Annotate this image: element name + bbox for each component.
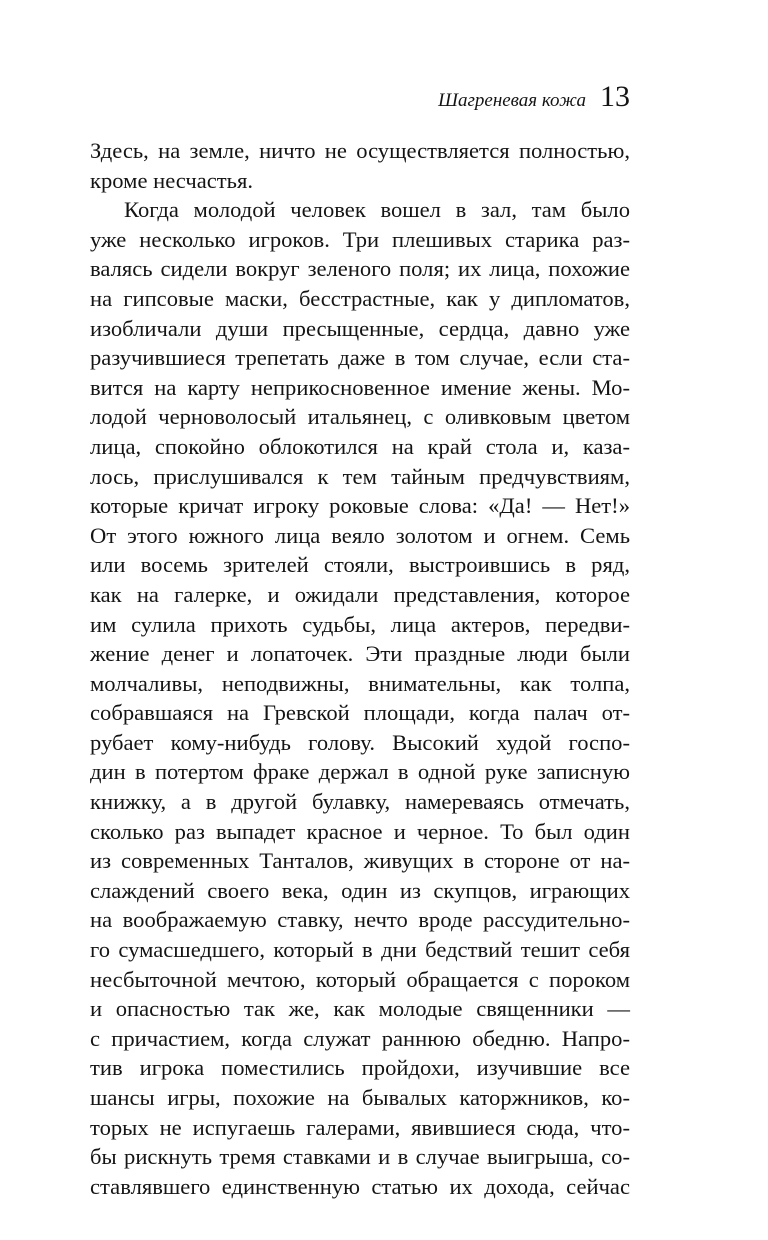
- text-line: жение денег и лопаточек. Эти праздные люди были: [90, 641, 630, 667]
- text-line: валясь сидели вокруг зеленого поля; их лица, похожие: [90, 256, 630, 282]
- text-line: торых не испугаешь галерами, явившиеся сюда, что-: [90, 1114, 630, 1140]
- body-text: [90, 136, 630, 1201]
- text-line: изобличали души пресыщенные, сердца, давно уже: [90, 315, 630, 341]
- text-line: собравшаяся на Гревской площади, когда палач от-: [90, 700, 630, 726]
- text-line: или восемь зрителей стояли, выстроившись в ряд,: [90, 552, 630, 578]
- text-line: на гипсовые маски, бесстрастные, как у дипломатов,: [90, 285, 630, 311]
- text-line: ставлявшего единственную статью их дохода, сейчас: [90, 1173, 630, 1199]
- text-line: тив игрока поместились пройдохи, изучившие все: [90, 1055, 630, 1081]
- text-line: разучившиеся трепетать даже в том случае, если ста-: [90, 345, 630, 371]
- text-line: бы рискнуть тремя ставками и в случае выигрыша, со-: [90, 1144, 630, 1170]
- text-line: слаждений своего века, один из скупцов, играющих: [90, 877, 630, 903]
- page-header: [438, 82, 630, 112]
- text-line: несбыточной мечтою, который обращается с пороком: [90, 966, 630, 992]
- text-line: шансы игры, похожие на бывалых каторжников, ко-: [90, 1085, 630, 1110]
- text-line: вится на карту неприкосновенное имение жены. Мо-: [90, 374, 630, 400]
- text-line: От этого южного лица веяло золотом и огнем. Семь: [90, 522, 630, 548]
- text-line: с причастием, когда служат раннюю обедню. Напро-: [90, 1025, 630, 1051]
- text-line: и опасностью так же, как молодые священники —: [90, 996, 630, 1022]
- text-line: Когда молодой человек вошел в зал, там было: [124, 197, 630, 223]
- text-line: как на галерке, и ожидали представления, которое: [90, 581, 630, 607]
- text-line: рубает кому-нибудь голову. Высокий худой госпо-: [90, 729, 630, 755]
- text-line: лица, спокойно облокотился на край стола и, каза-: [90, 433, 630, 459]
- text-line: молчаливы, неподвижны, внимательны, как толпа,: [90, 670, 630, 696]
- text-line: го сумасшедшего, который в дни бедствий тешит себя: [90, 937, 630, 963]
- text-line: лодой черноволосый итальянец, с оливковым цветом: [90, 404, 630, 430]
- text-line: уже несколько игроков. Три плешивых старика раз-: [90, 226, 630, 252]
- text-line: кроме несчастья.: [90, 167, 254, 193]
- text-line: книжку, а в другой булавку, намереваясь отмечать,: [90, 789, 630, 815]
- page-number: 13: [600, 80, 630, 113]
- text-line: Здесь, на земле, ничто не осуществляется полностью,: [90, 138, 630, 163]
- text-line: дин в потертом фраке держал в одной руке записную: [90, 759, 630, 785]
- text-line: лось, прислушивался к тем тайным предчувствиям,: [90, 463, 630, 489]
- text-line: на воображаемую ставку, нечто вроде рассудительно-: [90, 907, 630, 933]
- text-line: им сулила прихоть судьбы, лица актеров, передви-: [90, 611, 630, 637]
- text-line: из современных Танталов, живущих в стороне от на-: [90, 848, 630, 874]
- text-line: которые кричат игроку роковые слова: «Да! — Нет!»: [90, 493, 630, 519]
- running-title: Шагреневая кожа: [438, 90, 586, 111]
- text-line: сколько раз выпадет красное и черное. То был один: [90, 818, 630, 844]
